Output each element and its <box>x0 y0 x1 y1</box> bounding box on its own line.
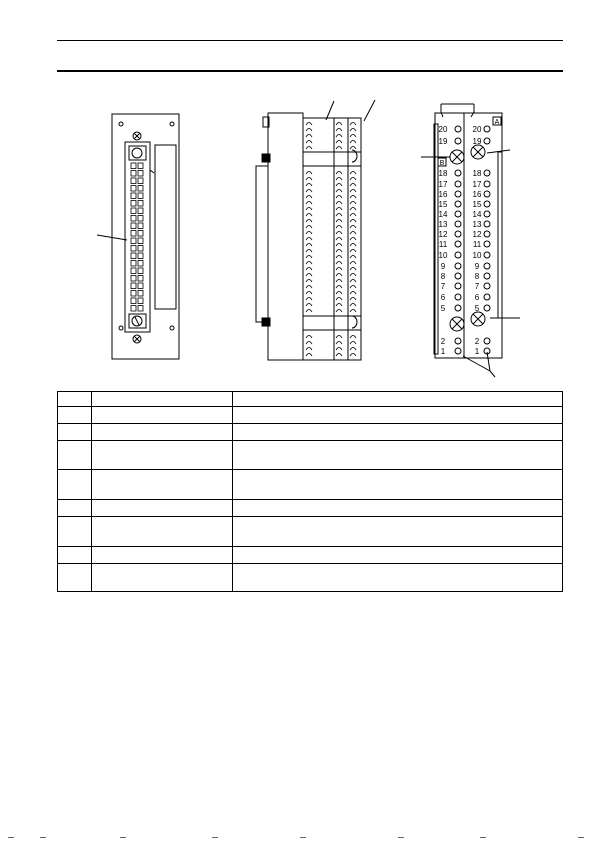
fin-mark <box>350 208 356 211</box>
terminal-hole-icon <box>455 181 461 187</box>
fin-mark <box>350 262 356 265</box>
side-view <box>256 100 375 360</box>
pin-icon <box>131 193 136 199</box>
fin-mark <box>350 232 356 235</box>
fin-mark <box>336 172 342 175</box>
fin-mark <box>306 250 312 253</box>
pin-icon <box>138 238 143 244</box>
pin-icon <box>138 276 143 282</box>
fin-mark <box>336 354 342 357</box>
fin-mark <box>306 184 312 187</box>
right-terminal-number: 18 <box>472 169 482 178</box>
terminal-hole-icon <box>455 273 461 279</box>
fin-mark <box>350 256 356 259</box>
terminal-hole-icon <box>455 252 461 258</box>
terminal-hole-icon <box>484 338 490 344</box>
page-edge-marks <box>0 836 597 841</box>
terminal-hole-icon <box>484 138 490 144</box>
fin-mark <box>350 196 356 199</box>
fin-mark <box>306 208 312 211</box>
fin-mark <box>336 135 342 138</box>
leader-line <box>326 101 334 120</box>
pin-icon <box>131 246 136 252</box>
left-terminal-number: 19 <box>438 137 448 146</box>
fin-mark <box>350 336 356 339</box>
left-terminal-number: 8 <box>440 272 446 281</box>
left-terminal-number: 10 <box>438 251 448 260</box>
fin-mark <box>306 147 312 150</box>
pin-icon <box>131 216 136 222</box>
fin-mark <box>350 298 356 301</box>
left-terminal-number: 1 <box>440 347 446 356</box>
terminal-hole-icon <box>455 305 461 311</box>
right-terminal-number: 12 <box>472 230 482 239</box>
fin-mark <box>336 292 342 295</box>
terminal-hole-icon <box>484 273 490 279</box>
fin-mark <box>350 244 356 247</box>
terminal-hole-icon <box>455 126 461 132</box>
pin-icon <box>138 163 143 169</box>
fin-mark <box>336 286 342 289</box>
fin-mark <box>306 304 312 307</box>
terminal-hole-icon <box>484 211 490 217</box>
left-terminal-number: 18 <box>438 169 448 178</box>
left-terminal-number: 16 <box>438 190 448 199</box>
pin-icon <box>131 298 136 304</box>
terminal-hole-icon <box>455 294 461 300</box>
fin-mark <box>350 190 356 193</box>
row-divider <box>58 440 562 441</box>
fin-mark <box>336 129 342 132</box>
fin-mark <box>350 292 356 295</box>
pin-icon <box>131 238 136 244</box>
screw-icon <box>471 145 485 159</box>
fin-mark <box>336 202 342 205</box>
fin-mark <box>306 268 312 271</box>
fin-mark <box>306 220 312 223</box>
right-terminal-number: 13 <box>472 220 482 229</box>
screw-icon <box>133 335 141 343</box>
screw-icon <box>471 312 485 326</box>
pin-icon <box>131 253 136 259</box>
fin-mark <box>350 226 356 229</box>
fin-mark <box>306 336 312 339</box>
pin-icon <box>138 283 143 289</box>
fin-mark <box>336 268 342 271</box>
left-terminal-number: 12 <box>438 230 448 239</box>
pin-icon <box>138 171 143 177</box>
pin-icon <box>138 291 143 297</box>
terminal-hole-icon <box>484 241 490 247</box>
front-view <box>97 114 179 359</box>
fin-mark <box>350 184 356 187</box>
terminal-hole-icon <box>455 241 461 247</box>
fin-mark <box>336 262 342 265</box>
pin-icon <box>138 261 143 267</box>
screw-icon <box>133 132 141 140</box>
terminal-hole-icon <box>455 201 461 207</box>
fin-mark <box>306 135 312 138</box>
row-divider <box>58 423 562 424</box>
fin-mark <box>350 280 356 283</box>
terminal-hole-icon <box>455 221 461 227</box>
fin-mark <box>306 232 312 235</box>
pin-icon <box>131 201 136 207</box>
pin-icon <box>138 201 143 207</box>
right-terminal-number: 16 <box>472 190 482 199</box>
left-terminal-number: 11 <box>438 240 448 249</box>
row-divider <box>58 469 562 470</box>
fin-mark <box>306 196 312 199</box>
terminal-hole-icon <box>455 211 461 217</box>
pin-icon <box>131 276 136 282</box>
left-terminal-number: 14 <box>438 210 448 219</box>
terminal-hole-icon <box>484 231 490 237</box>
right-terminal-number: 6 <box>474 293 480 302</box>
screw-icon <box>450 150 464 164</box>
pin-icon <box>131 186 136 192</box>
pin-icon <box>131 208 136 214</box>
terminal-hole-icon <box>455 283 461 289</box>
right-terminal-number: 2 <box>474 337 480 346</box>
terminal-hole-icon <box>484 126 490 132</box>
terminal-hole-icon <box>455 231 461 237</box>
fin-mark <box>336 214 342 217</box>
terminal-hole-icon <box>484 305 490 311</box>
fin-mark <box>350 304 356 307</box>
right-terminal-number: 11 <box>472 240 482 249</box>
left-terminal-number: 5 <box>440 304 446 313</box>
fin-mark <box>306 141 312 144</box>
fin-mark <box>306 178 312 181</box>
pin-icon <box>138 298 143 304</box>
pin-icon <box>138 193 143 199</box>
fin-mark <box>350 286 356 289</box>
right-terminal-number: 9 <box>474 262 480 271</box>
module-figure <box>0 0 597 400</box>
left-terminal-number: 6 <box>440 293 446 302</box>
fin-mark <box>306 172 312 175</box>
column-divider <box>232 392 233 591</box>
pin-icon <box>131 306 136 312</box>
fin-mark <box>350 129 356 132</box>
fin-mark <box>306 256 312 259</box>
fin-mark <box>350 310 356 313</box>
fin-mark <box>306 298 312 301</box>
right-terminal-number: 15 <box>472 200 482 209</box>
fin-mark <box>350 354 356 357</box>
right-terminal-number: 14 <box>472 210 482 219</box>
fin-mark <box>336 147 342 150</box>
pin-icon <box>138 268 143 274</box>
pin-icon <box>138 223 143 229</box>
fin-mark <box>350 178 356 181</box>
connector-pins <box>131 163 143 311</box>
row-divider <box>58 516 562 517</box>
fin-mark <box>336 274 342 277</box>
fin-mark <box>350 268 356 271</box>
header-divider <box>58 406 562 407</box>
fin-mark <box>306 226 312 229</box>
pin-icon <box>131 231 136 237</box>
row-divider <box>58 563 562 564</box>
fin-mark <box>306 292 312 295</box>
terminal-hole-icon <box>484 181 490 187</box>
fin-mark <box>336 348 342 351</box>
pin-icon <box>131 178 136 184</box>
left-terminal-number: 17 <box>438 180 448 189</box>
fin-mark <box>350 342 356 345</box>
pin-icon <box>131 283 136 289</box>
fin-mark <box>336 220 342 223</box>
fin-mark <box>306 202 312 205</box>
right-terminal-number: 20 <box>472 125 482 134</box>
pin-icon <box>138 306 143 312</box>
fin-mark <box>336 298 342 301</box>
fin-mark <box>350 274 356 277</box>
fin-mark <box>350 250 356 253</box>
spec-table <box>57 391 563 592</box>
terminal-hole-icon <box>484 221 490 227</box>
pin-icon <box>131 261 136 267</box>
fin-mark <box>306 244 312 247</box>
fin-mark <box>350 348 356 351</box>
row-divider <box>58 499 562 500</box>
fin-mark <box>306 214 312 217</box>
terminal-hole-icon <box>484 294 490 300</box>
right-terminal-number: 8 <box>474 272 480 281</box>
fin-mark <box>306 348 312 351</box>
fin-mark <box>336 141 342 144</box>
pin-icon <box>138 186 143 192</box>
leader-line <box>471 104 474 117</box>
fin-mark <box>306 286 312 289</box>
leader-line <box>490 371 495 377</box>
left-terminal-number: 13 <box>438 220 448 229</box>
fin-mark <box>336 250 342 253</box>
terminal-hole-icon <box>455 170 461 176</box>
fin-mark <box>350 202 356 205</box>
right-terminal-number: 5 <box>474 304 480 313</box>
terminal-hole-icon <box>484 283 490 289</box>
fin-mark <box>350 141 356 144</box>
fin-mark <box>350 214 356 217</box>
mount-hole-icon <box>119 326 123 330</box>
mount-hole-icon <box>170 326 174 330</box>
fin-mark <box>336 304 342 307</box>
fin-mark <box>306 129 312 132</box>
fin-mark <box>306 238 312 241</box>
pin-icon <box>138 208 143 214</box>
right-terminal-number: 1 <box>474 347 480 356</box>
left-terminal-number: 15 <box>438 200 448 209</box>
fin-mark <box>306 342 312 345</box>
pin-icon <box>138 216 143 222</box>
terminal-hole-icon <box>455 338 461 344</box>
left-terminal-number: 9 <box>440 262 446 271</box>
fin-mark <box>350 238 356 241</box>
column-divider <box>91 392 92 591</box>
fin-mark <box>306 310 312 313</box>
fin-mark <box>336 208 342 211</box>
fin-mark <box>336 178 342 181</box>
terminal-hole-icon <box>455 263 461 269</box>
fin-mark <box>336 280 342 283</box>
right-terminal-number: 7 <box>474 282 480 291</box>
pin-icon <box>131 268 136 274</box>
terminal-hole-icon <box>484 201 490 207</box>
terminal-hole-icon <box>484 191 490 197</box>
leader-line <box>364 100 375 121</box>
terminal-hole-icon <box>455 138 461 144</box>
fin-mark <box>336 232 342 235</box>
terminal-view <box>421 104 520 377</box>
row-divider <box>58 546 562 547</box>
fin-mark <box>336 238 342 241</box>
pin-icon <box>138 178 143 184</box>
fin-mark <box>306 262 312 265</box>
right-terminal-number: 17 <box>472 180 482 189</box>
terminal-hole-icon <box>455 348 461 354</box>
left-terminal-number: 2 <box>440 337 446 346</box>
fin-mark <box>350 123 356 126</box>
terminal-hole-icon <box>484 170 490 176</box>
left-terminal-number: 20 <box>438 125 448 134</box>
fin-mark <box>306 354 312 357</box>
fin-mark <box>336 310 342 313</box>
terminal-hole-icon <box>484 252 490 258</box>
pin-icon <box>138 231 143 237</box>
block-a-label: A <box>494 119 500 126</box>
fin-mark <box>336 184 342 187</box>
fin-mark <box>336 190 342 193</box>
fin-mark <box>306 280 312 283</box>
pin-icon <box>131 163 136 169</box>
fin-mark <box>350 220 356 223</box>
fin-mark <box>306 190 312 193</box>
fin-mark <box>336 336 342 339</box>
pin-icon <box>138 253 143 259</box>
screw-icon <box>450 317 464 331</box>
pin-icon <box>138 246 143 252</box>
fin-mark <box>350 147 356 150</box>
right-terminal-number: 10 <box>472 251 482 260</box>
fin-mark <box>350 135 356 138</box>
fin-mark <box>350 172 356 175</box>
fin-mark <box>336 342 342 345</box>
fin-mark <box>336 196 342 199</box>
fin-mark <box>336 123 342 126</box>
right-terminal-number: 19 <box>472 137 482 146</box>
fin-mark <box>336 244 342 247</box>
pin-icon <box>131 223 136 229</box>
mount-hole-icon <box>170 122 174 126</box>
fin-mark <box>336 226 342 229</box>
fin-mark <box>306 274 312 277</box>
leader-line <box>441 104 443 117</box>
fin-mark <box>336 256 342 259</box>
left-terminal-number: 7 <box>440 282 446 291</box>
fin-mark <box>306 123 312 126</box>
pin-icon <box>131 171 136 177</box>
block-b-label: B <box>439 160 445 167</box>
pin-icon <box>131 291 136 297</box>
mount-hole-icon <box>119 122 123 126</box>
terminal-hole-icon <box>455 191 461 197</box>
leader-line <box>487 352 490 371</box>
terminal-hole-icon <box>484 263 490 269</box>
